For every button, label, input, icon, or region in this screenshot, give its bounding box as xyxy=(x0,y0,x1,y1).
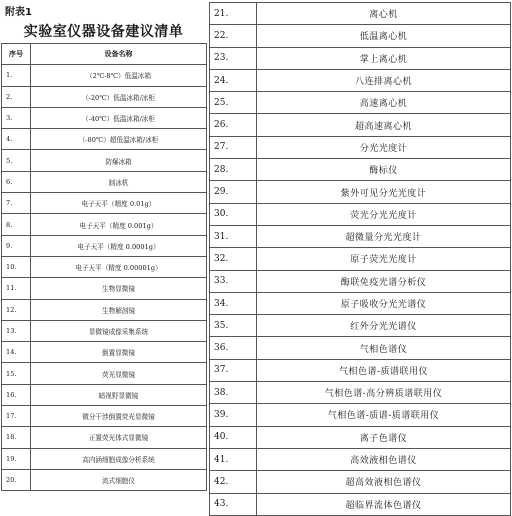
equipment-name: 气相色谱仪 xyxy=(257,337,511,359)
equipment-name: 高内涵细胞成像分析系统 xyxy=(31,448,207,469)
table-row xyxy=(2,406,207,427)
row-number: 24. xyxy=(210,69,257,91)
row-number: 32. xyxy=(210,248,257,270)
table-row xyxy=(2,150,207,171)
table-row xyxy=(210,270,511,292)
row-number: 16. xyxy=(2,384,31,405)
row-number: 36. xyxy=(210,337,257,359)
row-number: 19. xyxy=(2,448,31,469)
table-row xyxy=(210,203,511,225)
equipment-name: （-80℃）超低温冰箱/冰柜 xyxy=(31,129,207,150)
table-row xyxy=(210,114,511,136)
row-number: 43. xyxy=(210,493,257,515)
table-row xyxy=(210,69,511,91)
table-row xyxy=(2,65,207,86)
equipment-name: 气相色谱-质谱联用仪 xyxy=(257,359,511,381)
equipment-table-left xyxy=(1,43,207,491)
table-row xyxy=(210,359,511,381)
table-row xyxy=(210,3,511,25)
row-number: 35. xyxy=(210,315,257,337)
equipment-name: 暗视野显微镜 xyxy=(31,384,207,405)
equipment-name: 高效液相色谱仪 xyxy=(257,448,511,470)
row-number: 6. xyxy=(2,171,31,192)
table-row xyxy=(210,471,511,493)
row-number: 31. xyxy=(210,225,257,247)
equipment-name: 酶联免疫光谱分析仪 xyxy=(257,270,511,292)
row-number: 5. xyxy=(2,150,31,171)
equipment-name: 荧光分光光度计 xyxy=(257,203,511,225)
equipment-name: 气相色谱-质谱-质谱联用仪 xyxy=(257,404,511,426)
table-row xyxy=(2,427,207,448)
row-number: 11. xyxy=(2,278,31,299)
equipment-name: 掌上离心机 xyxy=(257,47,511,69)
table-row xyxy=(210,337,511,359)
equipment-name: 红外分光光谱仪 xyxy=(257,315,511,337)
row-number: 41. xyxy=(210,448,257,470)
table-row xyxy=(2,171,207,192)
equipment-name: 离子色谱仪 xyxy=(257,426,511,448)
equipment-name: 生物解剖镜 xyxy=(31,299,207,320)
row-number: 38. xyxy=(210,382,257,404)
equipment-name: （2℃-8℃）低温冰箱 xyxy=(31,65,207,86)
equipment-name: 气相色谱-高分辨质谱联用仪 xyxy=(257,382,511,404)
row-number: 34. xyxy=(210,292,257,314)
row-number: 15. xyxy=(2,363,31,384)
table-row xyxy=(210,181,511,203)
equipment-name: 制冰机 xyxy=(31,171,207,192)
table-row xyxy=(2,363,207,384)
row-number: 23. xyxy=(210,47,257,69)
row-number: 12. xyxy=(2,299,31,320)
equipment-name: 生物显微镜 xyxy=(31,278,207,299)
row-number: 27. xyxy=(210,136,257,158)
equipment-name: 正置荧光体式显微镜 xyxy=(31,427,207,448)
row-number: 1. xyxy=(2,65,31,86)
row-number: 39. xyxy=(210,404,257,426)
row-number: 21. xyxy=(210,3,257,25)
equipment-name: 流式细胞仪 xyxy=(31,469,207,490)
table-row xyxy=(2,86,207,107)
table-row xyxy=(2,448,207,469)
equipment-name: 倒置显微镜 xyxy=(31,342,207,363)
row-number: 13. xyxy=(2,320,31,341)
table-row xyxy=(210,448,511,470)
row-number: 2. xyxy=(2,86,31,107)
equipment-name: 分光光度计 xyxy=(257,136,511,158)
equipment-name: 电子天平（精度 0.01g） xyxy=(31,193,207,214)
table-row xyxy=(210,426,511,448)
equipment-name: 八连排离心机 xyxy=(257,69,511,91)
row-number: 4. xyxy=(2,129,31,150)
table-row xyxy=(2,256,207,277)
row-number: 33. xyxy=(210,270,257,292)
row-number: 37. xyxy=(210,359,257,381)
row-number: 10. xyxy=(2,256,31,277)
row-number: 25. xyxy=(210,92,257,114)
equipment-name: 显微镜成像采集系统 xyxy=(31,320,207,341)
table-row xyxy=(210,159,511,181)
row-number: 14. xyxy=(2,342,31,363)
equipment-table-right xyxy=(209,2,511,516)
table-row xyxy=(210,404,511,426)
equipment-name: 酶标仪 xyxy=(257,159,511,181)
row-number: 17. xyxy=(2,406,31,427)
equipment-name: （-20℃）低温冰箱/冰柜 xyxy=(31,86,207,107)
table-row xyxy=(210,248,511,270)
equipment-name: 防爆冰箱 xyxy=(31,150,207,171)
equipment-name: （-40℃）低温冰箱/冰柜 xyxy=(31,107,207,128)
table-row xyxy=(210,493,511,515)
row-number: 20. xyxy=(2,469,31,490)
table-row xyxy=(2,193,207,214)
equipment-name: 电子天平（精度 0.001g） xyxy=(31,214,207,235)
equipment-name: 离心机 xyxy=(257,3,511,25)
row-number: 29. xyxy=(210,181,257,203)
table-row xyxy=(2,129,207,150)
row-number: 26. xyxy=(210,114,257,136)
equipment-name: 超高效液相色谱仪 xyxy=(257,471,511,493)
table-row xyxy=(210,136,511,158)
table-row xyxy=(2,384,207,405)
table-row xyxy=(2,342,207,363)
table-row xyxy=(210,47,511,69)
row-number: 8. xyxy=(2,214,31,235)
table-row xyxy=(2,214,207,235)
column-header-number: 序号 xyxy=(2,44,31,65)
row-number: 28. xyxy=(210,159,257,181)
table-row xyxy=(210,225,511,247)
table-row xyxy=(210,92,511,114)
row-number: 18. xyxy=(2,427,31,448)
equipment-name: 荧光显微镜 xyxy=(31,363,207,384)
row-number: 40. xyxy=(210,426,257,448)
row-number: 3. xyxy=(2,107,31,128)
table-row xyxy=(2,278,207,299)
annex-label: 附表1 xyxy=(5,7,32,18)
row-number: 30. xyxy=(210,203,257,225)
table-row xyxy=(2,320,207,341)
equipment-name: 低温离心机 xyxy=(257,25,511,47)
table-row xyxy=(2,107,207,128)
column-header-name: 设备名称 xyxy=(31,44,207,65)
equipment-name: 电子天平（精度 0.0001g） xyxy=(31,235,207,256)
equipment-name: 高速离心机 xyxy=(257,92,511,114)
row-number: 7. xyxy=(2,193,31,214)
table-header-row xyxy=(2,44,207,65)
table-row xyxy=(210,292,511,314)
row-number: 42. xyxy=(210,471,257,493)
equipment-name: 超高速离心机 xyxy=(257,114,511,136)
equipment-name: 原子荧光光度计 xyxy=(257,248,511,270)
page-title: 实验室仪器设备建议清单 xyxy=(23,24,184,40)
equipment-name: 电子天平（精度 0.00001g） xyxy=(31,256,207,277)
equipment-name: 紫外可见分光光度计 xyxy=(257,181,511,203)
row-number: 9. xyxy=(2,235,31,256)
table-row xyxy=(210,25,511,47)
equipment-name: 微分干涉倒置荧光显微镜 xyxy=(31,406,207,427)
table-row xyxy=(2,469,207,490)
table-row xyxy=(2,299,207,320)
table-row xyxy=(210,315,511,337)
table-row xyxy=(210,382,511,404)
equipment-name: 原子吸收分光光谱仪 xyxy=(257,292,511,314)
table-row xyxy=(2,235,207,256)
equipment-name: 超临界流体色谱仪 xyxy=(257,493,511,515)
row-number: 22. xyxy=(210,25,257,47)
equipment-name: 超微量分光光度计 xyxy=(257,225,511,247)
